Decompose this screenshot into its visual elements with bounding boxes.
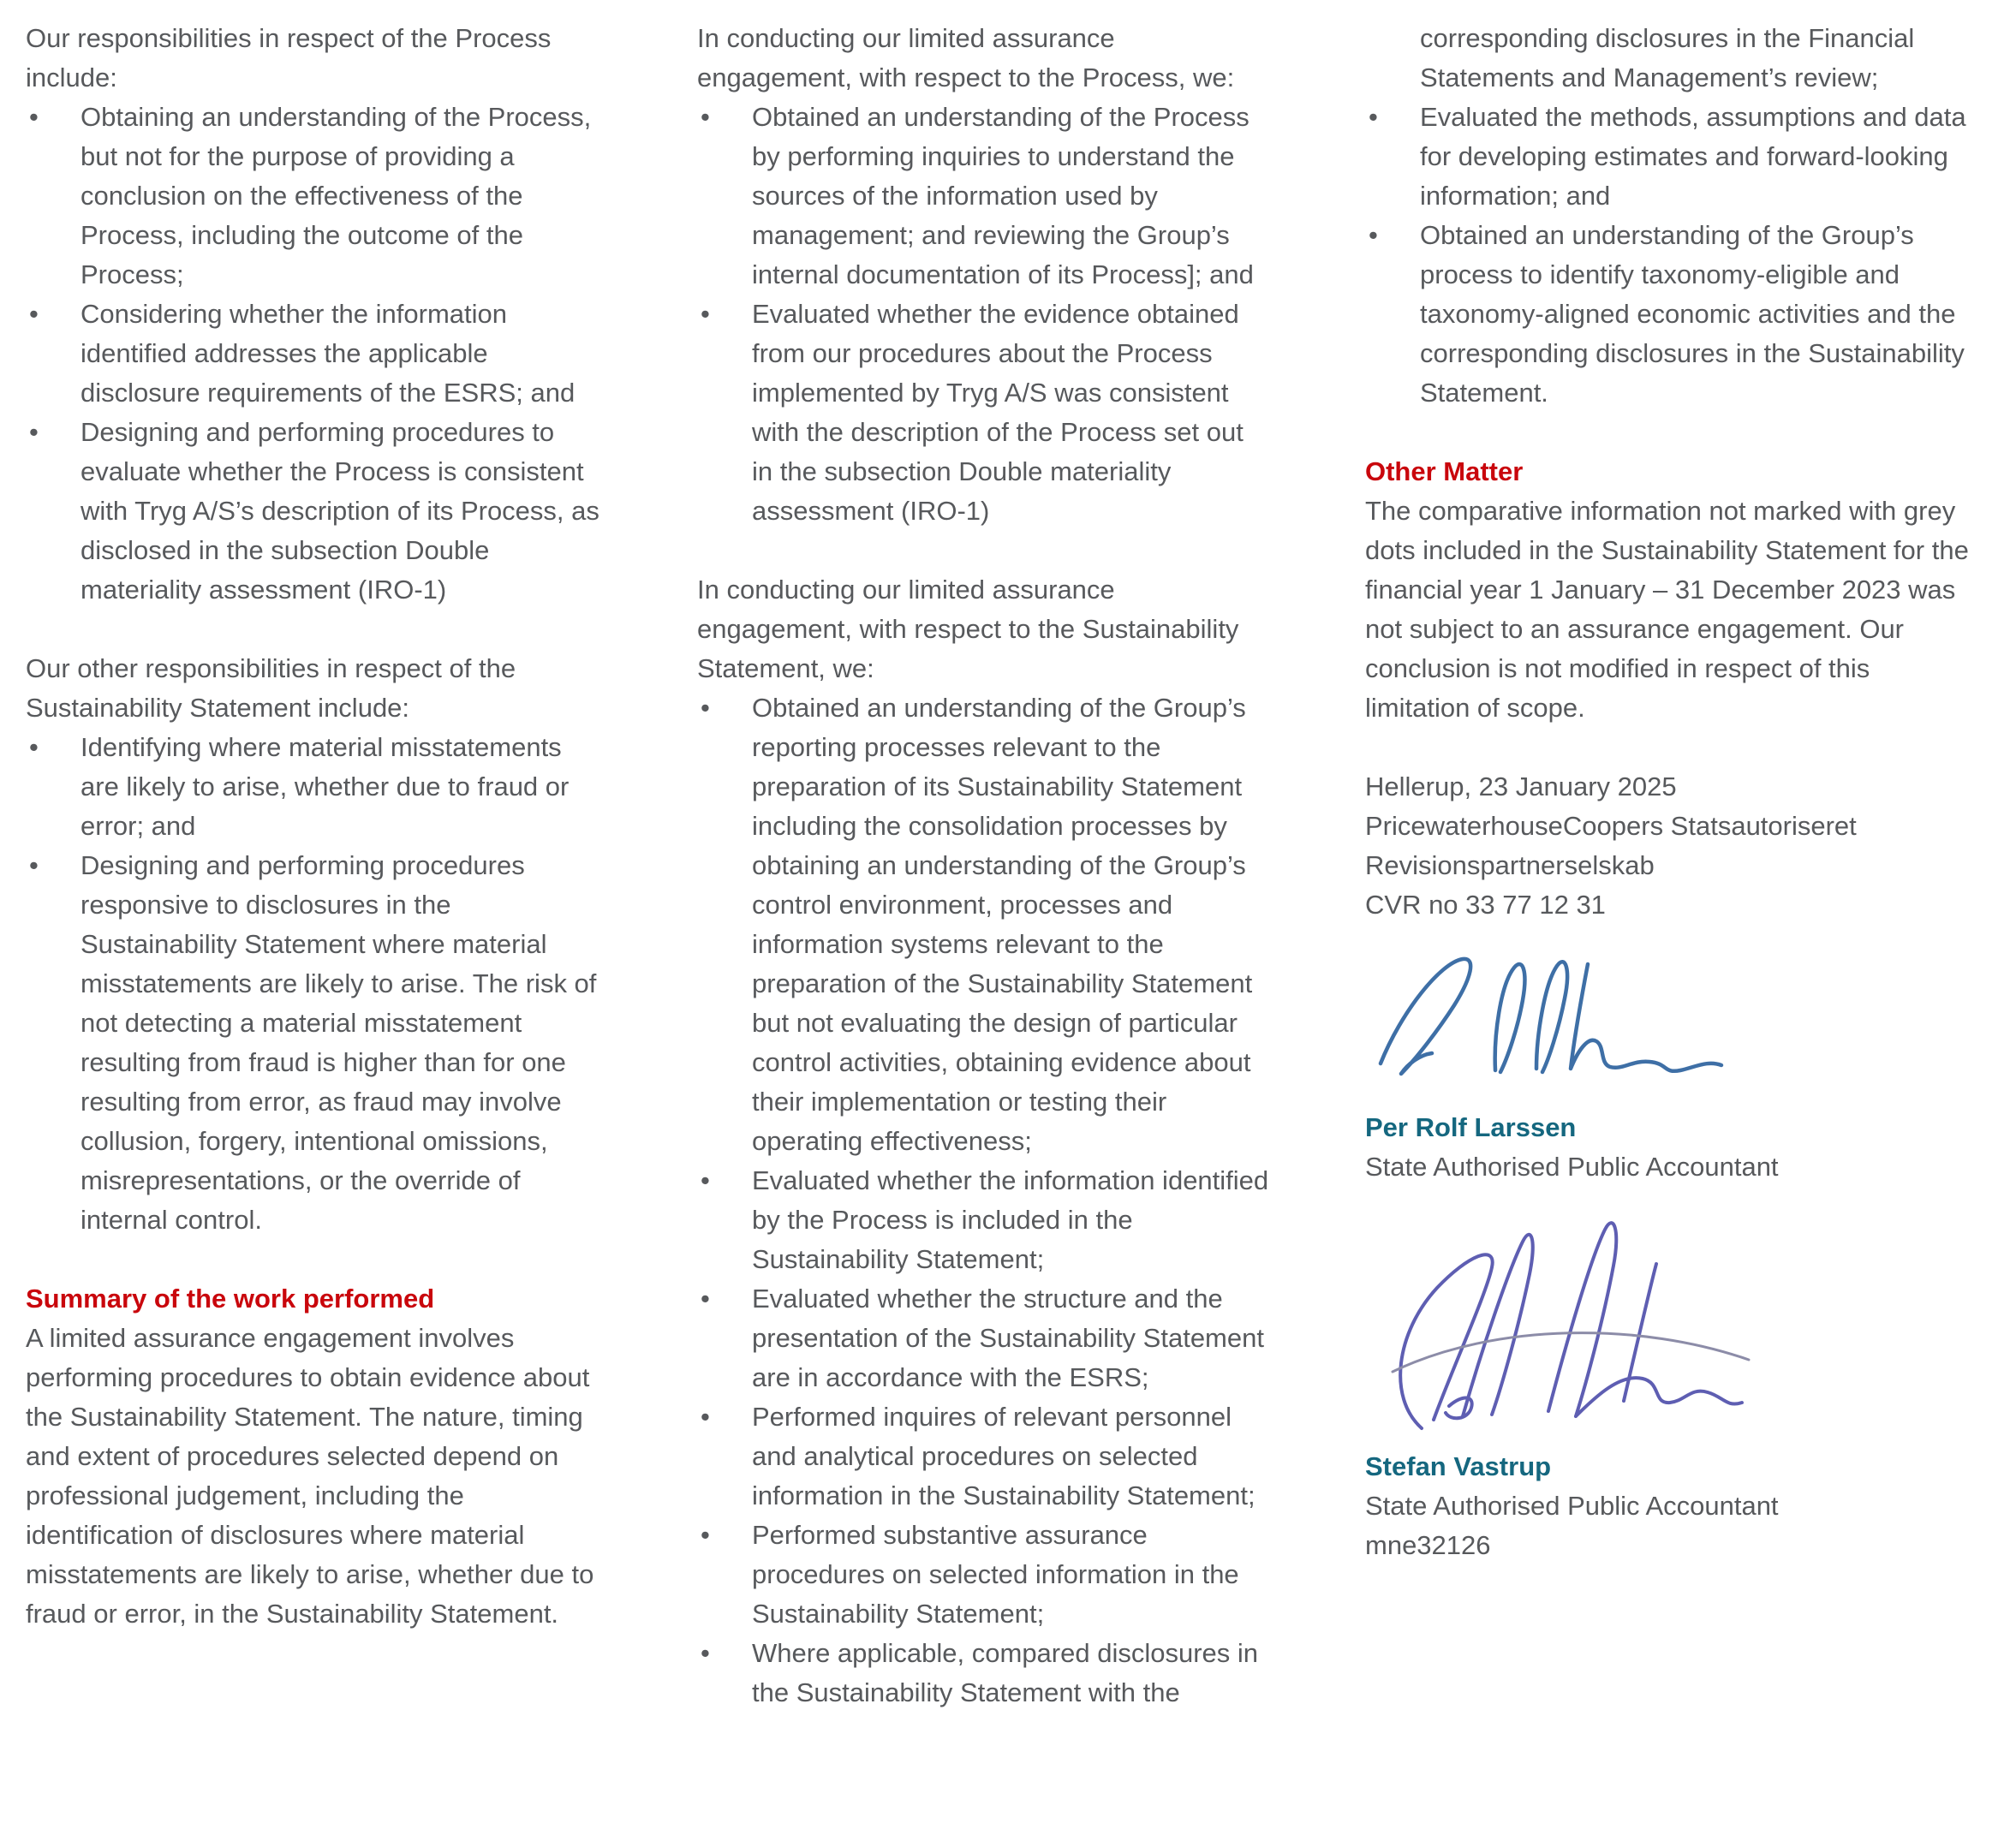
bullet-item [1365,216,1978,413]
section-heading: Other Matter [1365,456,1524,486]
bullet-item [697,688,1269,1161]
text-line: State Authorised Public Accountant [1365,1491,1779,1521]
bullet-continuation-text: corresponding disclosures in the Financial Statements and Management’s review; [1420,23,1915,92]
bullet-dot-icon: • [29,732,39,762]
bullet-item [697,1516,1269,1634]
paragraph: A limited assurance engagement involves performing procedures to obtain evidence about the Sustainability Statement. The nature, timing and extent of procedures selected depend on professional judgement, including the identification of disclosures where material misstatements are likely to arise, whether due to fraud or error, in the Sustainability Statement. [26,1323,594,1629]
handwritten-signature-icon [1367,933,1735,1105]
bullet-text: Evaluated the methods, assumptions and data for developing estimates and forward-looking information; and [1420,102,1966,211]
bullet-dot-icon: • [29,102,39,132]
bullet-dot-icon: • [701,1520,710,1550]
column-3 [1365,19,1978,1829]
bullet-item [697,1397,1269,1516]
bullet-dot-icon: • [701,1402,710,1432]
column-1 [26,19,601,1829]
paragraph: In conducting our limited assurance engagement, with respect to the Process, we: [697,23,1235,92]
bullet-text: Evaluated whether the structure and the presentation of the Sustainability Statement are in accordance with the ESRS; [752,1284,1264,1392]
signer-name: Per Rolf Larssen [1365,1112,1577,1142]
text-line: State Authorised Public Accountant [1365,1152,1779,1182]
signer-name: Stefan Vastrup [1365,1451,1552,1481]
bullet-item [26,98,601,295]
bullet-item [26,846,601,1240]
bullet-text: Obtained an understanding of the Process by performing inquiries to understand the sources of the information used by management; and reviewing the Group’s internal documentation of its Process]; and [752,102,1254,289]
bullet-list [26,728,601,1240]
bullet-item [26,728,601,846]
text-line: mne32126 [1365,1530,1491,1560]
text-line: PricewaterhouseCoopers Statsautoriseret [1365,811,1857,841]
column-2 [697,19,1269,1829]
signoff-block [1365,767,1978,925]
section-heading: Summary of the work performed [26,1284,435,1314]
bullet-dot-icon: • [701,1284,710,1314]
bullet-item [697,1634,1269,1713]
bullet-list [697,98,1269,531]
text-line: CVR no 33 77 12 31 [1365,890,1606,920]
bullet-list [26,98,601,610]
bullet-dot-icon: • [1369,102,1378,132]
signer-title [1365,1147,1978,1187]
signature-stefan-vastrup [1367,1195,1978,1444]
bullet-dot-icon: • [701,1638,710,1668]
signature-per-rolf-larssen [1367,933,1978,1105]
bullet-dot-icon: • [701,1165,710,1195]
bullet-dot-icon: • [701,102,710,132]
bullet-dot-icon: • [701,693,710,723]
signer-title [1365,1486,1978,1565]
bullet-text: Identifying where material misstatements are likely to arise, whether due to fraud or error; and [81,732,570,841]
spacer [1365,413,1978,452]
bullet-dot-icon: • [29,417,39,447]
paragraph: The comparative information not marked with grey dots included in the Sustainability Statement for the financial year 1 January – 31 December 2023 was not subject to an assurance engagement. Our conclusion is not modified in respect of this limitation of scope. [1365,496,1969,723]
spacer [26,1240,601,1279]
bullet-item [697,1279,1269,1397]
bullet-text: Obtained an understanding of the Group’s process to identify taxonomy-eligible and taxonomy-aligned economic activities and the corresponding disclosures in the Sustainability Statement. [1420,220,1965,408]
bullet-text: Obtaining an understanding of the Process, but not for the purpose of providing a conclusion on the effectiveness of the Process, including the outcome of the Process; [81,102,592,289]
bullet-list [1365,98,1978,413]
bullet-text: Evaluated whether the information identified by the Process is included in the Sustainability Statement; [752,1165,1269,1274]
spacer [1365,728,1978,767]
bullet-item [697,1161,1269,1279]
spacer [697,531,1269,570]
bullet-item [26,295,601,413]
bullet-dot-icon: • [29,299,39,329]
bullet-item [697,98,1269,295]
handwritten-signature-icon [1367,1195,1769,1444]
bullet-list [697,688,1269,1713]
paragraph: In conducting our limited assurance engagement, with respect to the Sustainability Statement, we: [697,575,1239,683]
bullet-dot-icon: • [29,850,39,880]
text-line: Hellerup, 23 January 2025 [1365,772,1677,801]
bullet-text: Designing and performing procedures to evaluate whether the Process is consistent with Tryg A/S’s description of its Process, as disclosed in the subsection Double materiality assessment (IRO-1) [81,417,599,605]
bullet-text: Obtained an understanding of the Group’s reporting processes relevant to the preparation of its Sustainability Statement including the consolidation processes by obtaining an understanding of the Group’s control environment, processes and information systems relevant to the preparation of the Sustainability Statement but not evaluating the design of particular control activities, obtaining evidence about their implementation or testing their operating effectiveness; [752,693,1253,1156]
bullet-text: Evaluated whether the evidence obtained from our procedures about the Process implemented by Tryg A/S was consistent with the description of the Process set out in the subsection Double materiality assessment (IRO-1) [752,299,1244,526]
bullet-dot-icon: • [701,299,710,329]
bullet-item [697,295,1269,531]
bullet-text: Considering whether the information identified addresses the applicable disclosure requirements of the ESRS; and [81,299,576,408]
bullet-text: Performed substantive assurance procedures on selected information in the Sustainability Statement; [752,1520,1239,1629]
spacer [26,610,601,649]
text-line: Revisionspartnerselskab [1365,850,1655,880]
bullet-text: Where applicable, compared disclosures in the Sustainability Statement with the [752,1638,1259,1707]
paragraph: Our other responsibilities in respect of the Sustainability Statement include: [26,653,516,723]
bullet-dot-icon: • [1369,220,1378,250]
bullet-item [26,413,601,610]
bullet-item [1365,98,1978,216]
bullet-text: Designing and performing procedures responsive to disclosures in the Sustainability Statement where material misstatements are likely to arise. The risk of not detecting a material misstatement resulting from fraud is higher than for one resulting from error, as fraud may involve collusion, forgery, intentional omissions, misrepresentations, or the override of internal control. [81,850,597,1235]
bullet-text: Performed inquires of relevant personnel and analytical procedures on selected information in the Sustainability Statement; [752,1402,1256,1510]
paragraph: Our responsibilities in respect of the Process include: [26,23,552,92]
